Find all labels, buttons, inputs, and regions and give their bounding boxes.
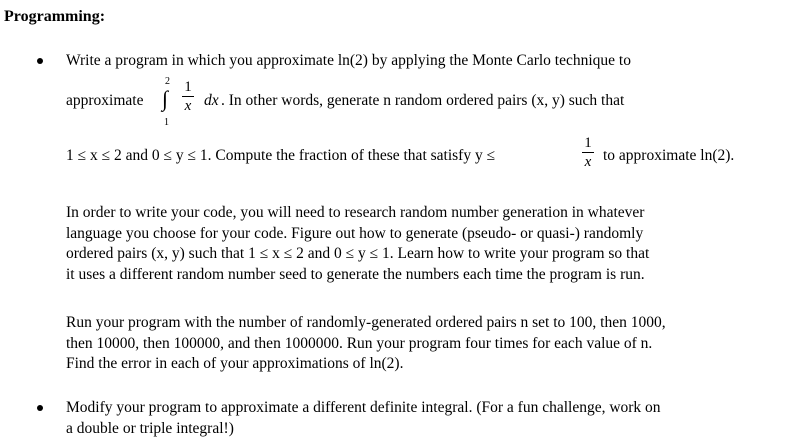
integrand-denominator: x: [184, 98, 192, 114]
bullet-dot: [37, 405, 43, 411]
fraction-bar: [582, 152, 594, 153]
bullet1-line2-end: . In other words, generate n random ordered pairs (x, y) such that: [221, 92, 625, 109]
paragraph-research: [66, 203, 771, 285]
paragraph-line: Find the error in each of your approximations of ln(2).: [66, 355, 404, 372]
bullet1-line3-end: to approximate ln(2).: [603, 147, 735, 164]
paragraph-line: Run your program with the number of randomly-generated ordered pairs n set to 100, then 1000,: [66, 314, 666, 331]
paragraph-line: language you choose for your code. Figure out how to generate (pseudo- or quasi-) randomly: [66, 224, 644, 242]
integrand-fraction: [182, 79, 194, 114]
bullet-dot: [37, 58, 43, 64]
paragraph-run-program: [66, 313, 771, 375]
condition-denominator: x: [584, 154, 592, 170]
bullet2-text: [66, 398, 771, 439]
bullet1-line2-start: approximate: [66, 92, 144, 109]
paragraph-line: Modify your program to approximate a different definite integral. (For a fun challenge, work on: [66, 399, 661, 416]
bullet1-line3-start: 1 ≤ x ≤ 2 and 0 ≤ y ≤ 1. Compute the fraction of these that satisfy y ≤: [66, 147, 496, 164]
integrand-numerator: 1: [184, 79, 192, 95]
fraction-bar: [182, 96, 194, 97]
integral-lower-limit: 1: [164, 117, 169, 128]
condition-fraction: [582, 135, 594, 170]
paragraph-line: In order to write your code, you will need to research random number generation in whatever: [66, 204, 645, 221]
section-heading: Programming:: [4, 8, 106, 25]
integral-upper-limit: 2: [165, 76, 170, 87]
paragraph-line: ordered pairs (x, y) such that 1 ≤ x ≤ 2 and 0 ≤ y ≤ 1. Learn how to write your program so that: [66, 245, 650, 262]
condition-numerator: 1: [584, 135, 592, 151]
paragraph-line: it uses a different random number seed to generate the numbers each time the program is run.: [66, 265, 645, 283]
integral-sign: ∫: [162, 86, 169, 111]
differential: dx: [204, 92, 219, 109]
bullet1-line1: Write a program in which you approximate ln(2) by applying the Monte Carlo technique to: [66, 52, 631, 69]
paragraph-line: then 10000, then 100000, and then 1000000. Run your program four times for each value of n.: [66, 334, 653, 352]
paragraph-line: a double or triple integral!): [66, 419, 234, 437]
